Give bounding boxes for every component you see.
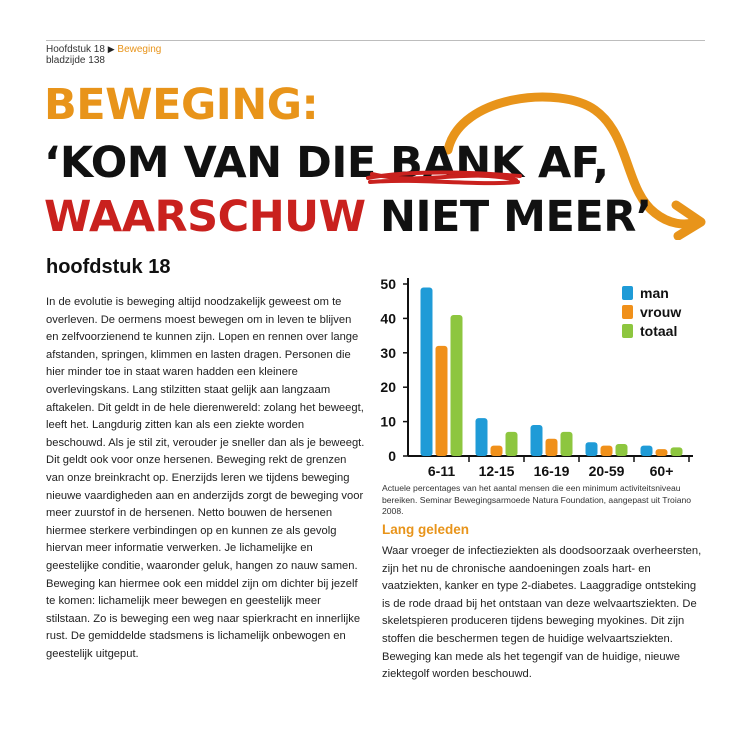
headline-part: ‘KOM VAN DIE xyxy=(44,138,391,188)
legend-swatch-vrouw xyxy=(622,305,633,319)
y-tick-label: 0 xyxy=(388,448,396,464)
bar-man xyxy=(586,442,598,456)
chart-plot-area xyxy=(380,276,693,479)
bar-totaal xyxy=(506,432,518,456)
headline-part: NIET MEER’ xyxy=(365,192,652,242)
legend-label-man: man xyxy=(640,285,669,301)
chart-caption: Actuele percentages van het aantal mensen die een minimum activiteitsniveau bereiken. Seminar Bewegingsarmoede Natura Foundation, aangepast uit Troiano 2008. xyxy=(382,483,692,516)
x-tick-label: 6-11 xyxy=(427,463,456,479)
bar-vrouw xyxy=(656,449,668,456)
bar-totaal xyxy=(451,315,463,456)
breadcrumb-section: Beweging xyxy=(117,44,162,55)
bar-vrouw xyxy=(601,446,613,456)
page-number: bladzijde 138 xyxy=(46,55,105,66)
y-tick-label: 10 xyxy=(380,413,396,430)
bar-totaal xyxy=(616,444,628,456)
bar-totaal xyxy=(671,447,683,456)
bar-vrouw xyxy=(546,439,558,456)
y-tick-label: 40 xyxy=(380,310,396,327)
subtitle: hoofdstuk 18 xyxy=(46,256,171,278)
y-tick-label: 20 xyxy=(380,379,396,396)
legend-swatch-totaal xyxy=(622,324,633,338)
x-tick-label: 20-59 xyxy=(588,463,625,479)
legend-label-totaal: totaal xyxy=(640,323,678,339)
bar-man xyxy=(531,425,543,456)
headline-line-3 xyxy=(44,192,652,242)
body-text-right: Waar vroeger de infectieziekten als doodsoorzaak overheersten, zijn het nu de chronische aandoeningen zoals hart- en vaatziekten, kanker en type 2-diabetes. Laaggradige ontsteking is de rode draad bij het ontstaan van deze welvaartsziekten. De skeletspieren produceren tijdens beweging myokines. Dit zijn stoffen die beschermen tegen de huidige welvaartsziekten. Beweging kan mede als het tegengif van de huidige, nieuwe ziektegolf worden beschouwd. xyxy=(382,545,702,681)
headline-part-red: WAARSCHUW xyxy=(44,192,366,242)
headline-part: AF, xyxy=(523,138,609,188)
section-title: Lang geleden xyxy=(382,522,470,537)
x-tick-label: 16-19 xyxy=(533,463,570,479)
header-rule xyxy=(46,40,705,41)
legend-label-vrouw: vrouw xyxy=(640,304,682,320)
legend-swatch-man xyxy=(622,286,633,300)
breadcrumb-arrow-icon: ▶ xyxy=(107,44,115,54)
headline-struck-word: BANK xyxy=(390,138,524,188)
y-tick-label: 30 xyxy=(380,344,396,361)
y-tick-label: 50 xyxy=(380,276,396,292)
bar-vrouw xyxy=(491,446,503,456)
bar-man xyxy=(641,446,653,456)
bar-chart xyxy=(368,272,703,480)
bar-man xyxy=(421,287,433,456)
bar-totaal xyxy=(561,432,573,456)
headline-line-1: BEWEGING: xyxy=(44,80,319,130)
breadcrumb-chapter: Hoofdstuk 18 xyxy=(46,44,105,55)
x-tick-label: 12-15 xyxy=(478,463,515,479)
bar-vrouw xyxy=(436,346,448,456)
x-tick-label: 60+ xyxy=(649,463,674,479)
bar-man xyxy=(476,418,488,456)
body-text-left: In de evolutie is beweging altijd noodzakelijk geweest om te overleven. De oermens moest bewegen om in leven te blijven en zelfvoorzienend te kunnen zijn. Lopen en rennen over lange afstanden, springen, klimmen en lasten dragen. Personen die hier minder toe in staat waren hadden een kleinere overlevingskans. Lang stilzitten staat gelijk aan langzaam aftakelen. Dit geldt in de hele dierenwereld: zolang het beweegt, leeft het. Langdurig zitten kan als een ziekte worden beschouwd. Als je stil zit, verouder je sneller dan als je beweegt. Dit geldt ook voor onze hersenen. Beweging rekt de grenzen van onze breinkracht op. Enerzijds leren we tijdens beweging nieuwe vaardigheden aan en anderzijds zorgt de beweging voor meer zuurstof in de hersenen. Netto bouwen de hersenen hiermee sterkere verbindingen op en kunnen ze als gevolg hiervan meer informatie verwerken. Je lichamelijke en geestelijke conditie, waaronder geluk, hangen zo nauw samen. Beweging kan hiermee ook een middel zijn om dichter bij jezelf te komen: lichamelijk meer bewegen en geestelijk meer stilstaan. Zo is beweging een weg naar spierkracht en innerlijke rust. De gemiddelde stadsmens is lichamelijk onbewogen en geestelijk uitgeput. xyxy=(46,296,365,660)
